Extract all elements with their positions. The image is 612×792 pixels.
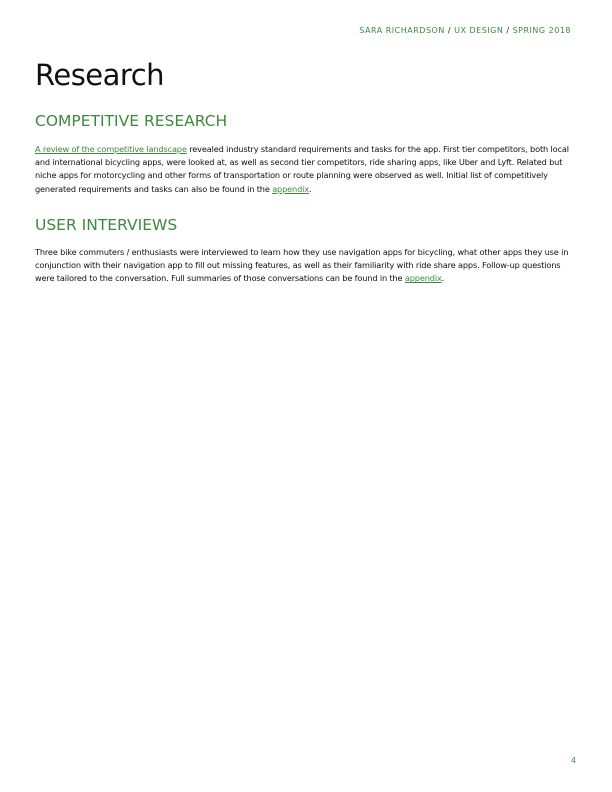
running-header [359,26,571,35]
paragraph-user-interviews [35,246,577,286]
paragraph-text: Three bike commuters / enthusiasts were interviewed to learn how they use navigation apps for bicycling, what other apps they use in conjunction with their navigation app to fill out missing features, as well as their familiarity with ride share apps. Follow-up questions were tailored to the conversation. Full summaries of those conversations can be found in the [35,247,569,284]
header-separator: / [503,26,513,35]
section-heading-competitive-research: COMPETITIVE RESEARCH [35,112,228,130]
header-separator: / [444,26,455,35]
header-term: SPRING 2018 [512,26,571,35]
appendix-link[interactable]: appendix [272,183,309,194]
page-number: 4 [570,756,576,765]
paragraph-text: . [308,183,312,194]
page-title: Research [35,58,165,92]
header-course: UX DESIGN [454,26,504,35]
competitive-landscape-link[interactable]: A review of the competitive landscape [35,144,187,154]
paragraph-text: revealed industry standard requirements and tasks for the app. First tier competitors, both local and international bicycling apps, were looked at, as well as second tier competitors, ride sharing apps, like Uber and Lyft. Related but niche apps for motorcycling and other forms of transportation or route planning were observed as well. Initial list of competitively generated requirements and tasks can also be found in the [35,144,569,194]
section-heading-user-interviews: USER INTERVIEWS [35,216,178,234]
header-author: SARA RICHARDSON [359,26,445,35]
paragraph-competitive-research [35,143,577,196]
appendix-link[interactable]: appendix [404,273,442,284]
paragraph-text: . [441,273,445,284]
